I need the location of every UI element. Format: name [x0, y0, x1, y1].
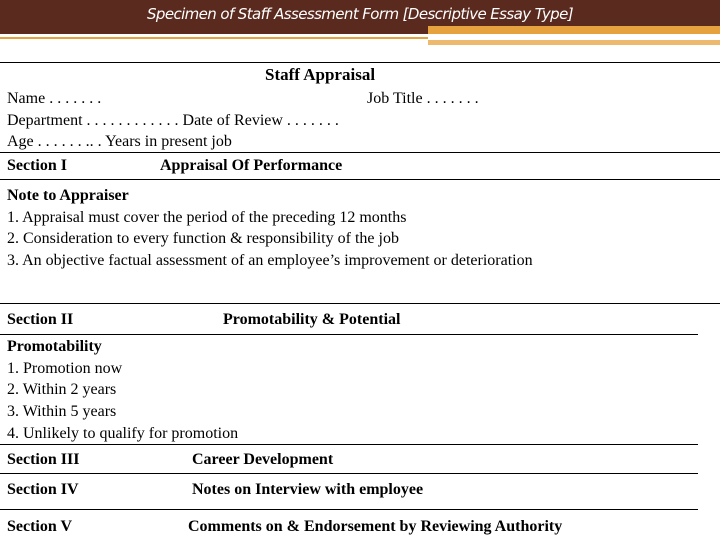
note-item: 1. Appraisal must cover the period of the preceding 12 months [7, 209, 407, 226]
section2-label: Section II [7, 311, 74, 328]
divider-section5-top [0, 509, 698, 510]
banner-underline [0, 37, 428, 39]
divider-top [0, 62, 720, 63]
job-title-field: Job Title . . . . . . . [367, 90, 479, 107]
name-field: Name . . . . . . . [7, 90, 102, 107]
promotability-heading: Promotability [7, 338, 102, 355]
note-item: 3. An objective factual assessment of an employee’s improvement or deterioration [7, 252, 533, 269]
promotability-option: 1. Promotion now [7, 360, 123, 377]
banner-accent-bar-upper [428, 26, 720, 34]
promotability-option: 4. Unlikely to qualify for promotion [7, 425, 239, 442]
department-field: Department . . . . . . . . . . . . Date of Review . . . . . . . [7, 112, 339, 129]
form-title: Staff Appraisal [265, 65, 376, 84]
section4-title: Notes on Interview with employee [192, 481, 424, 498]
divider-section1-top [0, 152, 720, 153]
divider-section2-top [0, 303, 720, 304]
banner-accent-bar-lower [428, 40, 720, 45]
section5-title: Comments on & Endorsement by Reviewing Authority [188, 518, 563, 535]
section1-title: Appraisal Of Performance [160, 157, 343, 174]
note-heading: Note to Appraiser [7, 187, 129, 204]
divider-section3-top [0, 444, 698, 445]
banner-title: Specimen of Staff Assessment Form [Descriptive Essay Type] [146, 5, 573, 23]
section1-label: Section I [7, 157, 67, 174]
section5-label: Section V [7, 518, 73, 535]
divider-section4-top [0, 473, 698, 474]
section3-label: Section III [7, 451, 80, 468]
section4-label: Section IV [7, 481, 79, 498]
section3-title: Career Development [192, 451, 334, 468]
note-item: 2. Consideration to every function & responsibility of the job [7, 230, 399, 247]
divider-section2-bottom [0, 334, 698, 335]
section2-title: Promotability & Potential [223, 311, 401, 328]
age-field: Age . . . . . . .. . Years in present job [7, 133, 232, 150]
divider-section1-bottom [0, 179, 720, 180]
promotability-option: 2. Within 2 years [7, 381, 117, 398]
promotability-option: 3. Within 5 years [7, 403, 117, 420]
